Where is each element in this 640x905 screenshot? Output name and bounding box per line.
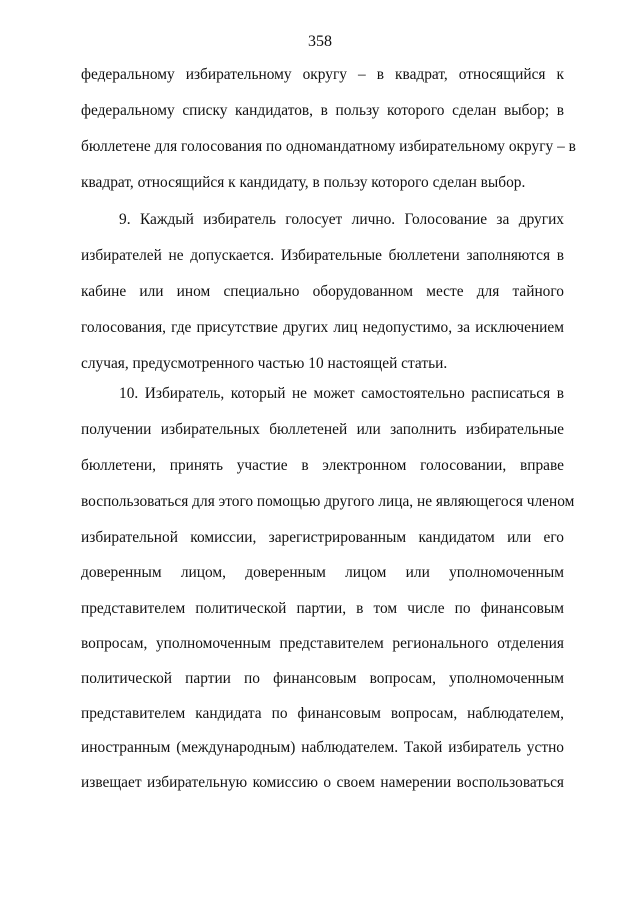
text-line: квадрат, относящийся к кандидату, в пользу которого сделан выбор. xyxy=(81,174,526,191)
text-line: 10. Избиратель, который не может самостоятельно расписаться в xyxy=(119,385,564,402)
text-line: бюллетене для голосования по одномандатному избирательному округу – в xyxy=(81,138,576,155)
text-line: вопросам, уполномоченным представителем регионального отделения xyxy=(81,635,564,652)
text-line: политической партии по финансовым вопросам, уполномоченным xyxy=(81,670,564,687)
page-number: 358 xyxy=(308,33,332,50)
text-line: голосования, где присутствие других лиц недопустимо, за исключением xyxy=(81,319,564,336)
text-line: бюллетени, принять участие в электронном голосовании, вправе xyxy=(81,457,564,474)
text-line: избирателей не допускается. Избирательные бюллетени заполняются в xyxy=(81,247,564,264)
text-line: иностранным (международным) наблюдателем. Такой избиратель устно xyxy=(81,739,564,756)
text-line: кабине или ином специально оборудованном месте для тайного xyxy=(81,283,564,300)
text-line: представителем кандидата по финансовым вопросам, наблюдателем, xyxy=(81,705,564,722)
text-line: воспользоваться для этого помощью другого лица, не являющегося членом xyxy=(81,493,575,510)
text-line: доверенным лицом, доверенным лицом или уполномоченным xyxy=(81,564,564,581)
text-line: федеральному избирательному округу – в квадрат, относящийся к xyxy=(81,66,564,83)
text-line: случая, предусмотренного частью 10 настоящей статьи. xyxy=(81,355,448,372)
text-line: представителем политической партии, в том числе по финансовым xyxy=(81,600,564,617)
text-line: получении избирательных бюллетеней или заполнить избирательные xyxy=(81,421,564,438)
text-line: 9. Каждый избиратель голосует лично. Голосование за других xyxy=(119,211,564,228)
text-line: извещает избирательную комиссию о своем намерении воспользоваться xyxy=(81,774,564,791)
text-line: избирательной комиссии, зарегистрированным кандидатом или его xyxy=(81,529,564,546)
text-line: федеральному списку кандидатов, в пользу которого сделан выбор; в xyxy=(81,102,564,119)
